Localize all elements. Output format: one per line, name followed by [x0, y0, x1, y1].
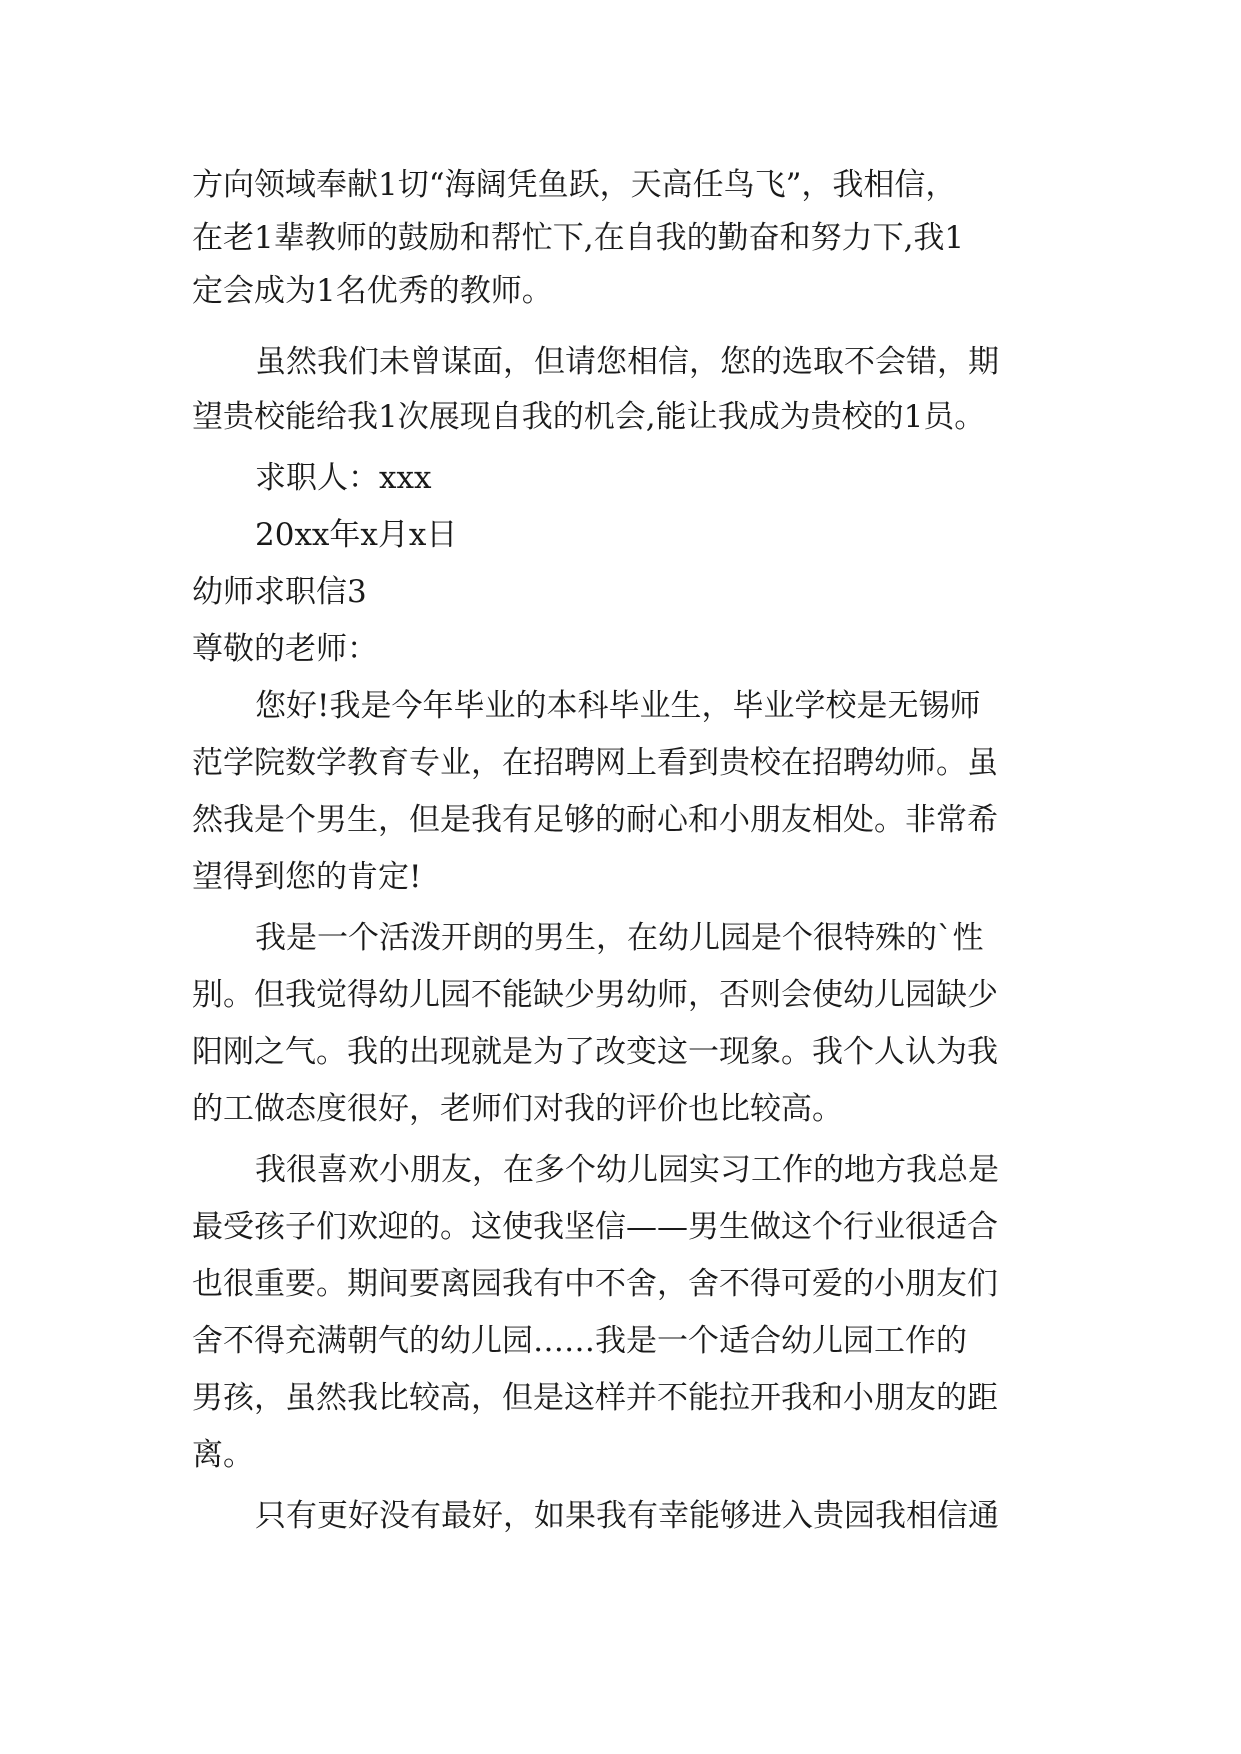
text-line: 的工做态度很好，老师们对我的评价也比较高。 — [192, 1091, 843, 1127]
text-line: 然我是个男生，但是我有足够的耐心和小朋友相处。非常希 — [192, 802, 998, 838]
text-line: 最受孩子们欢迎的。这使我坚信——男生做这个行业很适合 — [192, 1209, 998, 1245]
text-line: 在老1辈教师的鼓励和帮忙下,在自我的勤奋和努力下,我1 — [192, 220, 965, 256]
text-line: 方向领域奉献1切“海阔凭鱼跃，天高任鸟飞”，我相信， — [192, 167, 957, 203]
text-line: 范学院数学教育专业，在招聘网上看到贵校在招聘幼师。虽 — [192, 745, 998, 781]
text-line: 望得到您的肯定! — [192, 859, 422, 895]
salutation: 尊敬的老师： — [192, 631, 378, 667]
text-line: 舍不得充满朝气的幼儿园……我是一个适合幼儿园工作的 — [192, 1323, 967, 1359]
text-line: 定会成为1名优秀的教师。 — [192, 273, 553, 309]
text-line: 阳刚之气。我的出现就是为了改变这一现象。我个人认为我 — [192, 1034, 998, 1070]
date-line: 20xx年x月x日 — [255, 517, 458, 553]
text-line: 我很喜欢小朋友，在多个幼儿园实习工作的地方我总是 — [255, 1152, 999, 1188]
text-line: 男孩，虽然我比较高，但是这样并不能拉开我和小朋友的距 — [192, 1380, 998, 1416]
text-line: 别。但我觉得幼儿园不能缺少男幼师，否则会使幼儿园缺少 — [192, 977, 998, 1013]
section-title: 幼师求职信3 — [192, 574, 367, 610]
text-line: 也很重要。期间要离园我有中不舍，舍不得可爱的小朋友们 — [192, 1266, 998, 1302]
text-line: 虽然我们未曾谋面，但请您相信，您的选取不会错，期 — [255, 344, 999, 380]
text-line: 您好!我是今年毕业的本科毕业生，毕业学校是无锡师 — [255, 688, 981, 724]
signature-line: 求职人：xxx — [255, 460, 432, 496]
text-line: 望贵校能给我1次展现自我的机会,能让我成为贵校的1员。 — [192, 399, 986, 435]
text-line: 我是一个活泼开朗的男生，在幼儿园是个很特殊的`性 — [255, 920, 984, 956]
text-line: 只有更好没有最好，如果我有幸能够进入贵园我相信通 — [255, 1498, 999, 1534]
text-line: 离。 — [192, 1437, 254, 1473]
